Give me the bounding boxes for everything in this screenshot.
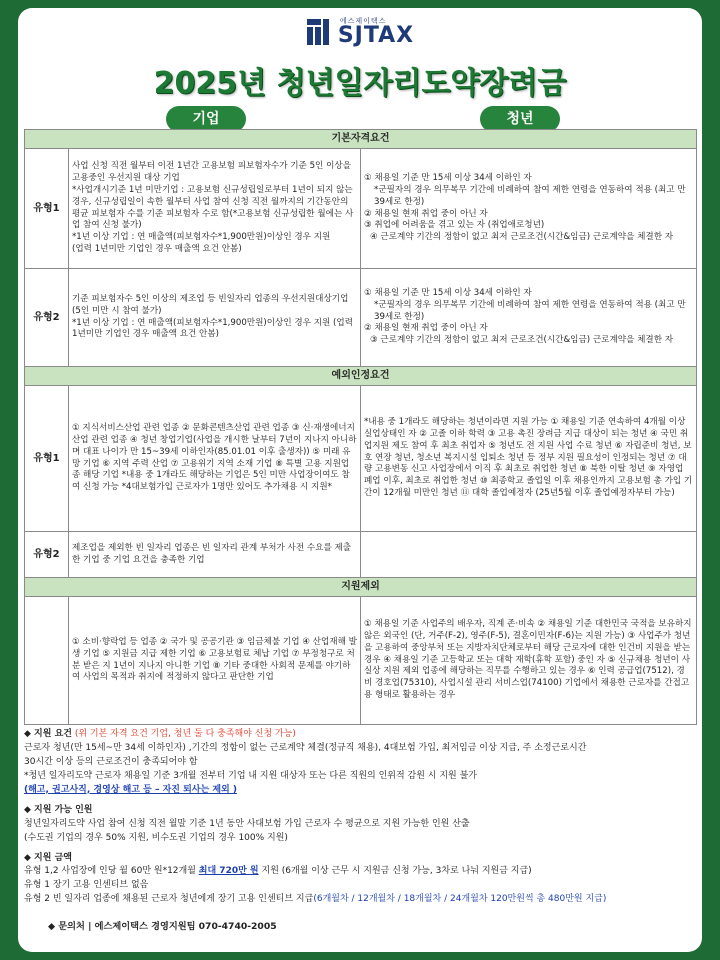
note-heading: ◆ 지원 요건 bbox=[24, 729, 72, 739]
requirements-table bbox=[24, 129, 697, 725]
note-line: 30시간 이상 등의 근로조건이 충족되어야 함 bbox=[24, 756, 198, 767]
logo-company-name: SJTAX bbox=[337, 22, 415, 48]
type-label: 유형1 bbox=[25, 386, 69, 532]
logo bbox=[18, 12, 702, 52]
note-text: 유형 2 빈 일자리 업종에 채용된 근로자 청년에게 장기 고용 인센티브 지급 bbox=[24, 894, 314, 905]
note-line: *청년 일자리도약 근로자 채용일 기준 3개월 전부터 기업 내 지원 대상자 또는 다른 직원의 인위적 감원 시 지원 불가 bbox=[24, 770, 477, 781]
excluded-youth: ① 채용일 기준 사업주의 배우자, 직계 존·비속 ② 채용일 기준 대한민국 국적을 보유하지 않은 외국인 (단, 거주(F-2), 영주(F-5), 결혼이민자(F-6)는 지원 가능) ③ 사업주가 청년을 고용하여 중앙부처 또는 지방자치단체로부터 해당 근로자에 대한 인건비 지원을 받는 경우 ④ 채용일 기준 고등학교 또는 대학 재학(휴학 포함) 중인 자 ⑤ 신규채용 청년이 사실상 지원 제외 업종에 해당하는 직무를 수행하고 있는 경우 ⑥ 인력 공급업(7512), 경비 경호업(75310), 사업시설 관리 서비스업(74100) 기업에서 채용한 근로자를 간접고용 형태로 활용하는 경우 bbox=[361, 597, 697, 725]
text-line: *군필자의 경우 의무복무 기간에 비례하여 참여 제한 연령을 연동하여 적용 (최고 만 39세로 한정) bbox=[374, 184, 686, 207]
note-highlight: (위 기본 자격 요건 기업, 청년 둘 다 충족해야 신청 가능) bbox=[74, 729, 296, 739]
note-line bbox=[24, 893, 696, 907]
note-line: 유형 1 장기 고용 인센티브 없음 bbox=[24, 880, 149, 891]
exception-type2-youth bbox=[361, 532, 697, 578]
basic-type1-company bbox=[69, 149, 361, 269]
text-line: 사업 신청 직전 월부터 이전 1년간 고용보험 피보험자수가 기준 5인 이상을 고용중인 우선지원 대상 기업 bbox=[72, 161, 351, 183]
text-line: (업력 1년미만 기업인 경우 매출액 요건 안봄) bbox=[72, 244, 242, 255]
basic-type2-company bbox=[69, 269, 361, 367]
type-label-empty bbox=[25, 597, 69, 725]
note-line: (수도권 기업의 경우 50% 지원, 비수도권 기업의 경우 100% 지원) bbox=[24, 832, 288, 843]
incentive-schedule: (6개월차 / 12개월차 / 18개월차 / 24개월차 120만원씩 총 480만원 지급) bbox=[313, 894, 607, 905]
type-label: 유형1 bbox=[25, 149, 69, 269]
section-header-basic: 기본자격요건 bbox=[25, 130, 697, 149]
text-line: ③ 취업에 어려움을 겪고 있는 자 (취업애로청년) bbox=[364, 220, 545, 231]
sjtax-logo-icon bbox=[306, 17, 332, 47]
text-line: *군필자의 경우 의무복무 기간에 비례하여 참여 제한 연령을 연동하여 적용 (최고 만 39세로 한정) bbox=[374, 299, 686, 322]
note-heading: ◆ 지원 가능 인원 bbox=[24, 804, 93, 815]
exception-type1-youth: *내용 중 1개라도 해당하는 청년이라면 지원 가능 ① 채용일 기준 연속하여 4개월 이상 실업상태인 자 ② 고졸 이하 학력 ③ 고용 촉진 장려금 지급 대상이 되는 청년 ④ 국민 취업지원 제도 참여 후 최초 취업자 ⑤ 청년도 전 지원 사업 수료 청년 ⑥ 자립준비 청년, 보호 연장 청년, 청소년 복지시설 입퇴소 청년 등 정부 지원 필요성이 인정되는 청년 ⑦ 대량 고용변동 신고 사업장에서 이직 후 최초로 취업한 청년 ⑧ 북한 이탈 청년 ⑨ 자영업 폐업 이후, 최초로 취업한 청년 ⑩ 최종학교 졸업일 이후 채용인까지 고용보험 총 가입 기간이 12개월 미만인 청년 ⑪ 대학 졸업예정자 (25년5월 이후 졸업예정자부터 가능) bbox=[361, 386, 697, 532]
text-line: ① 채용일 기준 만 15세 이상 34세 이하인 자 bbox=[364, 287, 532, 298]
section-header-exception: 예외인정요건 bbox=[25, 367, 697, 386]
column-label-youth: 청년 bbox=[480, 106, 560, 132]
text-line: 기준 피보험자수 5인 이상의 제조업 등 빈일자리 업종의 우선지원대상기업 (5인 미만 시 참여 불가) bbox=[72, 293, 349, 316]
excluded-company: ① 소비·향락업 등 업종 ② 국가 및 공공기관 ③ 임금체불 기업 ④ 산업재해 발생 기업 ⑤ 지원금 지급 제한 기업 ⑥ 고용보험료 체납 기업 ⑦ 부정청구로 처분 받은 지 1년이 지나지 아니한 기업 ⑧ 기타 중대한 사회적 문제를 야기하여 사업의 목적과 취지에 적정하지 않다고 판단한 기업 bbox=[69, 597, 361, 725]
text-line: ③ 근로계약 기간의 정함이 없고 최저 근로조건(시간&임금) 근로계약을 체결한 자 bbox=[370, 335, 674, 346]
logo-company-korean: 에스제이택스 bbox=[339, 16, 387, 25]
text-line: ② 채용일 현재 취업 중이 아닌 자 bbox=[364, 208, 488, 219]
note-line-emphasis: (해고, 권고사직, 경영상 해고 등 – 자진 퇴사는 제외 ) bbox=[24, 784, 237, 795]
text-line: ② 채용일 현재 취업 중이 아닌 자 bbox=[364, 323, 488, 334]
text-line: *사업개시기준 1년 미만기업 : 고용보험 신규성립일로부터 1년이 되지 않는 경우, 신규성립일이 속한 월부터 사업 참여 신청 직전 월까지의 기간동안의 평균 피보험자 수를 기준 피보험자 수로 함(*고용보험 신규성립한 월에는 사업 참여 신청 불가) bbox=[72, 184, 354, 231]
note-text: 지원 (6개월 이상 근무 시 지원금 신청 가능, 3차로 나눠 지원금 지급) bbox=[261, 866, 532, 877]
page-title: 2025년 청년일자리도약장려금 bbox=[153, 66, 567, 101]
note-heading: ◆ 지원 금액 bbox=[24, 852, 72, 863]
text-line: ④ 근로계약 기간의 정함이 없고 최저 근로조건(시간&임금) 근로계약을 체결한 자 bbox=[370, 232, 674, 243]
column-label-company: 기업 bbox=[166, 106, 246, 132]
basic-type1-youth bbox=[361, 149, 697, 269]
note-text: 유형 1,2 사업장에 인당 월 60만 원*12개월 bbox=[24, 866, 196, 877]
section-header-excluded: 지원제외 bbox=[25, 578, 697, 597]
type-label: 유형2 bbox=[25, 269, 69, 367]
note-line: 근로자 청년(만 15세~만 34세 이하인자) ,기간의 정함이 없는 근로계약 체결(정규직 채용), 4대보험 가입, 최저임금 이상 지급, 주 소정근로시간 bbox=[24, 742, 587, 753]
text-line: *1년 이상 기업 : 연 매출액(피보험자수*1,900만원)이상인 경우 지원 (업력 1년미만 기업인 경우 매출액 요건 안봄) bbox=[72, 317, 354, 340]
exception-type1-company: ① 지식서비스산업 관련 업종 ② 문화콘텐츠산업 관련 업종 ③ 신·재생에너지산업 관련 업종 ④ 청년 창업기업(사업을 개시한 날부터 7년이 지나지 아니하며 대표 나이가 만 15~39세 이하인자(85.01.01 이후 출생자)) ⑤ 미래 유망 기업 ⑥ 지역 주력 산업 ⑦ 고용위기 지역 소재 기업 ⑧ 특별 고용 지원업종 해당 기업 *내용 중 1개라도 해당하는 기업은 5인 미만 사업장이여도 참여 신청 가능 *4대보험가입 근로자가 1명만 있어도 추가채용 시 지원* bbox=[69, 386, 361, 532]
contact-info: ◆ 문의처 | 에스제이택스 경영지원팀 070-4740-2005 bbox=[48, 921, 277, 932]
note-line: 청년일자리도약 사업 참여 신청 직전 월말 기준 1년 동안 사대보험 가입 근로자 수 평균으로 지원 가능한 인원 산출 bbox=[24, 818, 470, 829]
type-label: 유형2 bbox=[25, 532, 69, 578]
note-line bbox=[24, 865, 696, 879]
basic-type2-youth bbox=[361, 269, 697, 367]
max-amount: 최대 720만 원 bbox=[198, 866, 259, 877]
exception-type2-company: 제조업을 제외한 빈 일자리 업종은 빈 일자리 관계 부처가 사전 수요를 제출한 기업 중 기업 요건을 충족한 기업 bbox=[69, 532, 361, 578]
text-line: ① 채용일 기준 만 15세 이상 34세 이하인 자 bbox=[364, 172, 532, 183]
note-support-requirements bbox=[24, 728, 696, 742]
notes bbox=[24, 728, 696, 907]
text-line: *1년 이상 기업 : 연 매출액(피보험자수*1,900만원)이상인 경우 지원 bbox=[72, 232, 331, 243]
